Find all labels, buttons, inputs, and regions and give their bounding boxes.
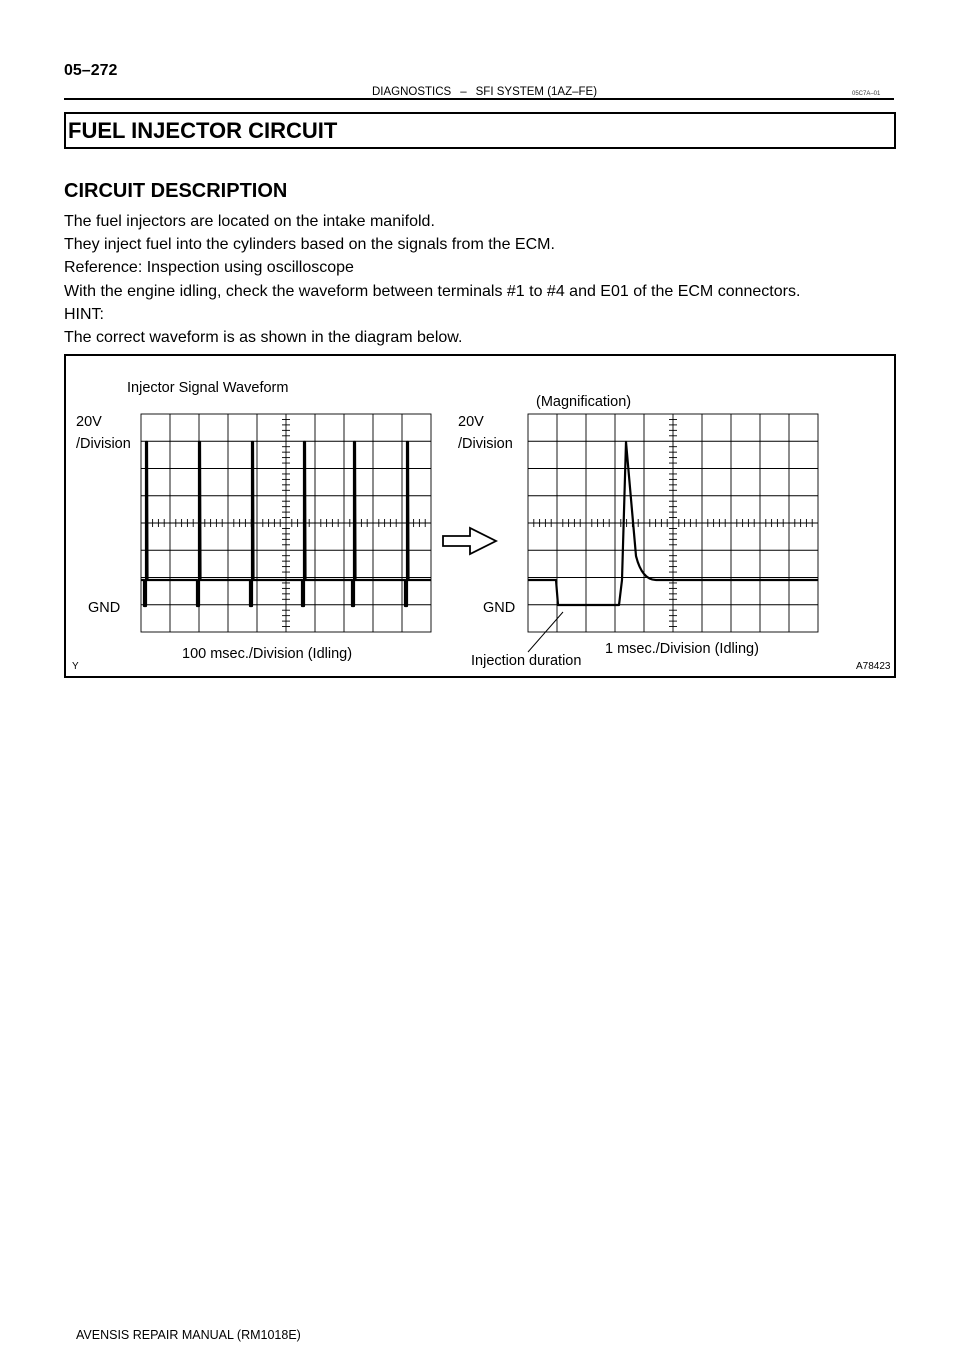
right-oscilloscope-grid	[528, 414, 818, 632]
left-volt-label: 20V	[76, 414, 102, 430]
paragraph: HINT:	[64, 305, 104, 323]
right-volt-label: 20V	[458, 414, 484, 430]
magnification-arrow	[443, 528, 496, 554]
page-number: 05–272	[64, 62, 118, 79]
page-title: FUEL INJECTOR CIRCUIT	[64, 112, 896, 149]
injection-duration-label: Injection duration	[471, 653, 582, 669]
section-heading: CIRCUIT DESCRIPTION	[64, 180, 288, 202]
header-section: DIAGNOSTICS	[372, 86, 452, 98]
running-header	[372, 86, 597, 98]
left-time-label: 100 msec./Division (Idling)	[182, 646, 353, 662]
left-gnd-label: GND	[88, 600, 121, 616]
footer: AVENSIS REPAIR MANUAL (RM1018E)	[76, 1328, 301, 1342]
paragraph: Reference: Inspection using oscilloscope	[64, 259, 354, 277]
paragraph: The correct waveform is as shown in the diagram below.	[64, 329, 463, 347]
figure-id: A78423	[856, 661, 891, 672]
figure-corner-mark: Y	[72, 661, 79, 672]
paragraph: With the engine idling, check the waveform between terminals #1 to #4 and E01 of the ECM connectors.	[64, 282, 801, 300]
waveform-figure-svg	[66, 356, 894, 676]
document-code: 05C7A–01	[852, 91, 881, 97]
header-separator: –	[460, 86, 467, 98]
right-gnd-label: GND	[483, 600, 516, 616]
right-division-label: /Division	[458, 436, 513, 452]
paragraph: The fuel injectors are located on the intake manifold.	[64, 213, 435, 230]
figure-title: Injector Signal Waveform	[127, 380, 289, 396]
header-subsection: SFI SYSTEM (1AZ–FE)	[475, 86, 598, 98]
left-oscilloscope-grid	[141, 414, 431, 632]
header-rule	[64, 98, 894, 100]
paragraph: They inject fuel into the cylinders based on the signals from the ECM.	[64, 236, 555, 254]
waveform-figure	[64, 354, 896, 678]
left-division-label: /Division	[76, 436, 131, 452]
body-text	[64, 210, 904, 349]
right-time-label: 1 msec./Division (Idling)	[605, 641, 759, 657]
magnification-label: (Magnification)	[536, 394, 632, 410]
